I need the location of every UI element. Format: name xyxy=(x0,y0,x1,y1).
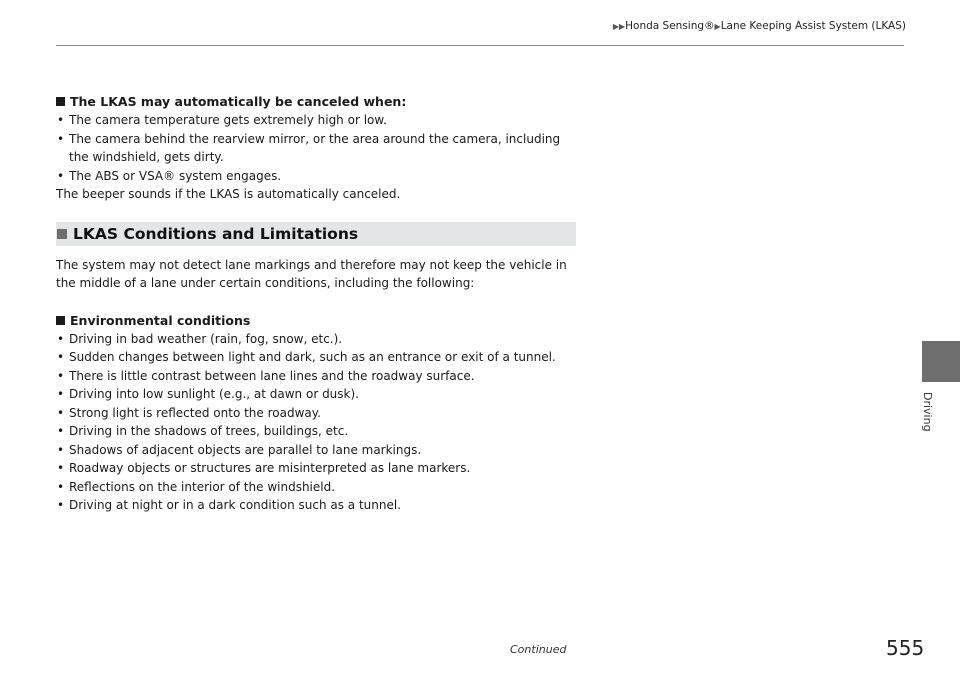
list-item: • The camera behind the rearview mirror, or the area around the camera, including the windshield, gets dirty. xyxy=(56,130,576,167)
list-item: • There is little contrast between lane lines and the roadway surface. xyxy=(56,367,576,386)
section-title: LKAS Conditions and Limitations xyxy=(73,224,359,243)
continued-label: Continued xyxy=(510,643,567,656)
list-item: • Reflections on the interior of the windshield. xyxy=(56,478,576,497)
breadcrumb-item-lkas[interactable]: Lane Keeping Assist System (LKAS) xyxy=(720,20,906,32)
list-item: • Driving in bad weather (rain, fog, snow, etc.). xyxy=(56,330,576,349)
section-title-bar xyxy=(56,222,576,246)
square-bullet-icon xyxy=(56,97,65,106)
beeper-note: The beeper sounds if the LKAS is automatically canceled. xyxy=(56,187,401,201)
list-item: • Shadows of adjacent objects are parallel to lane markings. xyxy=(56,441,576,460)
chapter-tab-label[interactable]: Driving xyxy=(921,392,934,432)
limitations-intro: The system may not detect lane markings and therefore may not keep the vehicle in the middle of a lane under certain conditions, including the following: xyxy=(56,257,567,290)
list-item: • Strong light is reflected onto the roadway. xyxy=(56,404,576,423)
environmental-conditions-list xyxy=(56,330,576,515)
cancel-heading: The LKAS may automatically be canceled when: xyxy=(56,93,576,111)
list-item: • Driving in the shadows of trees, buildings, etc. xyxy=(56,422,576,441)
triangle-right-icon: ▶ xyxy=(714,22,721,31)
page-content xyxy=(56,93,576,515)
list-item: • Driving into low sunlight (e.g., at dawn or dusk). xyxy=(56,385,576,404)
breadcrumb xyxy=(588,20,906,32)
cancel-conditions-list xyxy=(56,111,576,185)
list-item: • The camera temperature gets extremely high or low. xyxy=(56,111,576,130)
header-divider xyxy=(56,45,904,46)
list-item: • The ABS or VSA® system engages. xyxy=(56,167,576,186)
triangle-right-icon: ▶▶ xyxy=(612,22,626,31)
list-item: • Driving at night or in a dark condition such as a tunnel. xyxy=(56,496,576,515)
environmental-heading: Environmental conditions xyxy=(56,312,576,330)
list-item: • Roadway objects or structures are misinterpreted as lane markers. xyxy=(56,459,576,478)
list-item: • Sudden changes between light and dark, such as an entrance or exit of a tunnel. xyxy=(56,348,576,367)
square-bullet-icon xyxy=(56,316,65,325)
square-bullet-icon xyxy=(57,229,67,239)
page-number: 555 xyxy=(886,636,925,660)
chapter-tab[interactable] xyxy=(922,341,960,382)
breadcrumb-item-honda-sensing[interactable]: Honda Sensing® xyxy=(625,20,715,32)
